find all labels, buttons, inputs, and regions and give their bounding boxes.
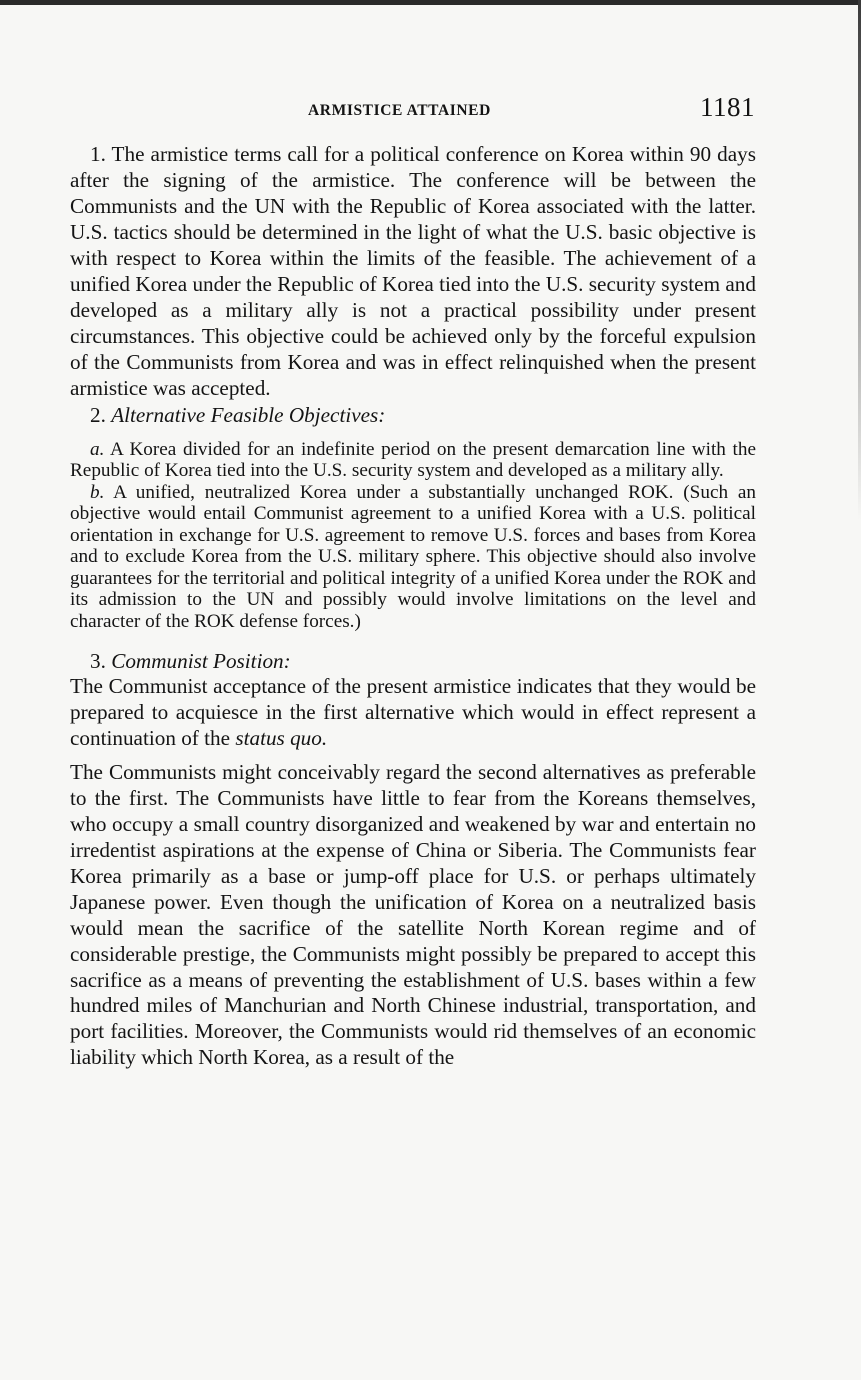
paragraph-3a-text: The Communist acceptance of the present armistice indicates that they would be prepared to acquiesce in the first alternative which would in effect represent a continuation of the [70,674,756,750]
spacer [70,428,756,439]
objective-a-text: A Korea divided for an indefinite period on the present demarcation line with the Republic of Korea tied into the U.S. security system and developed as a military ally. [70,438,756,482]
paragraph-3a-italic: status quo. [235,725,328,750]
section-2-title: Alternative Feasible Objectives: [111,402,386,427]
spacer [70,752,756,760]
paragraph-3a [70,674,756,752]
objective-b-label: b. [90,481,105,503]
section-2-heading [90,402,756,428]
page-number: 1181 [700,92,755,122]
paragraph-3b: The Communists might conceivably regard the second alternatives as preferable to the first. The Communists have little to fear from the Koreans themselves, who occupy a small country disorganized and weakened by war and entertain no irredentist aspirations at the expense of China or Siberia. The Communists fear Korea primarily as a base or jump-off place for U.S. or perhaps ultimately Japanese power. Even though the unification of Korea on a neutralized basis would mean the sacrifice of the satellite North Korean regime and of considerable prestige, the Communists might possibly be prepared to accept this sacrifice as a means of preventing the establishment of U.S. bases within a few hundred miles of Manchurian and North Chinese industrial, transportation, and port facilities. Moreover, the Communists would rid themselves of an economic liability which North Korea, as a result of the [70,759,756,1070]
section-3-number: 3. [90,649,106,674]
running-title: ARMISTICE ATTAINED [308,102,491,119]
section-2-number: 2. [90,402,106,427]
paragraph-1: 1. The armistice terms call for a political conference on Korea within 90 days after the signing of the armistice. The conference will be between the Communists and the UN with the Republic of Korea associated with the latter. U.S. tactics should be determined in the light of what the U.S. basic objective is with respect to Korea within the limits of the feasible. The achievement of a unified Korea under the Republic of Korea tied into the U.S. security system and developed as a military ally is not a practical possibility under present circumstances. This objective could be achieved only by the forceful expulsion of the Communists from Korea and was in effect relinquished when the present armistice was accepted. [70,142,756,400]
objective-b [70,482,756,633]
page-body [70,142,756,1071]
section-3-heading [90,648,756,674]
objective-a [70,439,756,482]
section-3-title: Communist Position: [111,649,291,674]
running-head [0,92,861,128]
page-top-edge [0,0,861,5]
objective-a-label: a. [90,438,105,460]
objective-b-text: A unified, neutralized Korea under a substantially unchanged ROK. (Such an objective would entail Communist agreement to a unified Korea with a U.S. political orientation in exchange for U.S. agreement to remove U.S. forces and bases from Korea and to exclude Korea from the U.S. military sphere. This objective should also involve guarantees for the territorial and political integrity of a unified Korea under the ROK and its admission to the UN and possibly would involve limitations on the level and character of the ROK defense forces.) [70,481,756,632]
spacer [70,632,756,648]
